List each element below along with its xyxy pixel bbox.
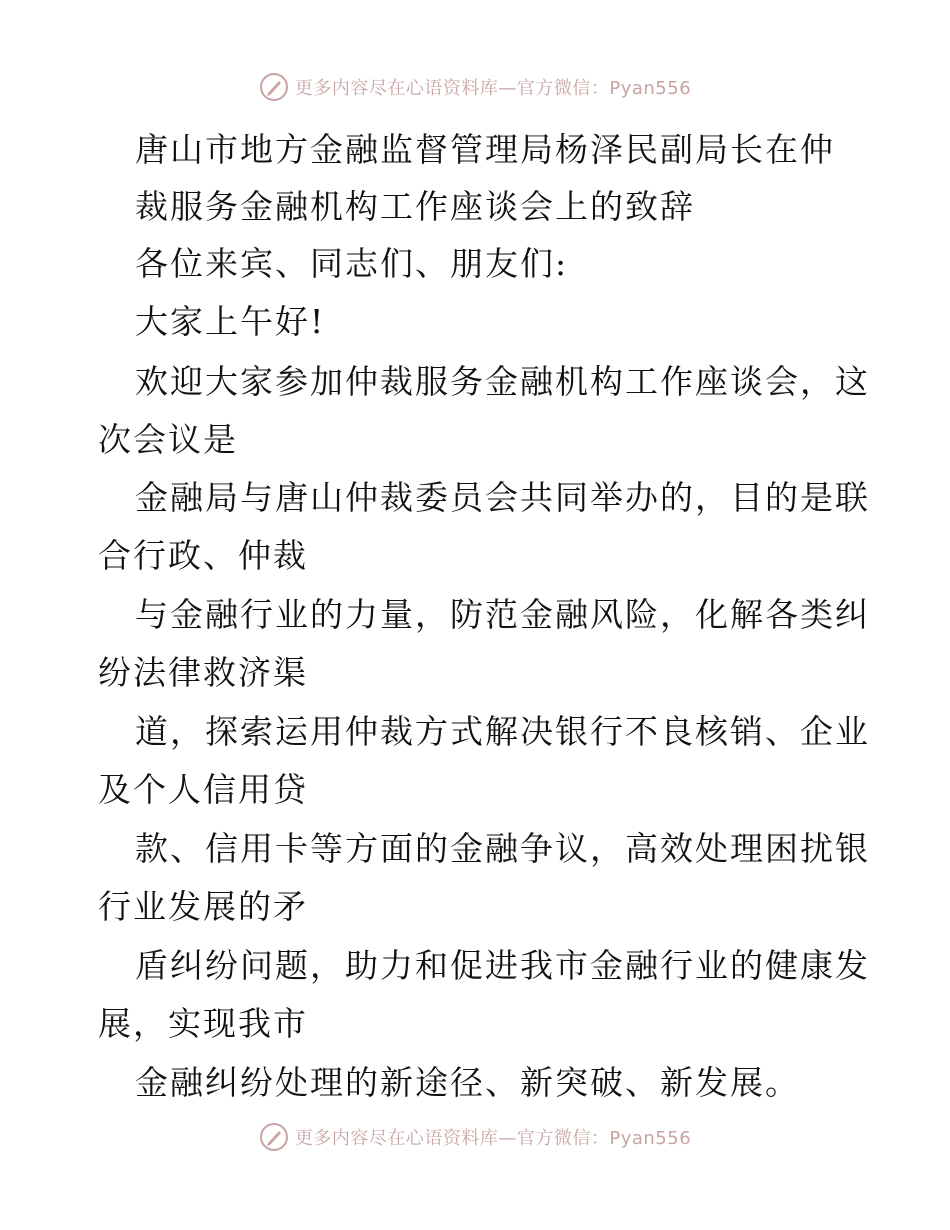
- paragraph-line: 行业发展的矛: [98, 887, 308, 926]
- paragraph-line: 及个人信用贷: [98, 770, 308, 809]
- paragraph-line: 纷法律救济渠: [98, 653, 308, 692]
- title-line-2: 裁服务金融机构工作座谈会上的致辞: [135, 187, 695, 226]
- paragraph-line: 合行政、仲裁: [98, 536, 308, 575]
- paragraph-line: 金融纠纷处理的新途径、新突破、新发展。: [135, 1063, 800, 1102]
- title-line-1: 唐山市地方金融监督管理局杨泽民副局长在仲: [135, 130, 835, 169]
- paragraph-line: 款、信用卡等方面的金融争议，高效处理困扰银: [135, 829, 870, 868]
- greeting: 大家上午好!: [135, 302, 326, 341]
- watermark-text: 更多内容尽在心语资料库—官方微信：Pyan556: [294, 78, 692, 99]
- paragraph-line: 次会议是: [98, 420, 238, 459]
- pen-logo-icon: [259, 72, 289, 102]
- paragraph-line: 盾纠纷问题，助力和促进我市金融行业的健康发: [135, 946, 870, 985]
- header-watermark: [0, 72, 950, 102]
- paragraph-line: 欢迎大家参加仲裁服务金融机构工作座谈会，这: [135, 362, 870, 401]
- paragraph-line: 与金融行业的力量，防范金融风险，化解各类纠: [135, 595, 870, 634]
- pen-logo-icon: [259, 1122, 289, 1152]
- paragraph-line: 金融局与唐山仲裁委员会共同举办的，目的是联: [135, 478, 870, 517]
- salutation: 各位来宾、同志们、朋友们:: [135, 244, 569, 283]
- paragraph-line: 道，探索运用仲裁方式解决银行不良核销、企业: [135, 712, 870, 751]
- paragraph-line: 展，实现我市: [98, 1004, 308, 1043]
- footer-watermark: [0, 1122, 950, 1152]
- watermark-text: 更多内容尽在心语资料库—官方微信：Pyan556: [294, 1128, 692, 1149]
